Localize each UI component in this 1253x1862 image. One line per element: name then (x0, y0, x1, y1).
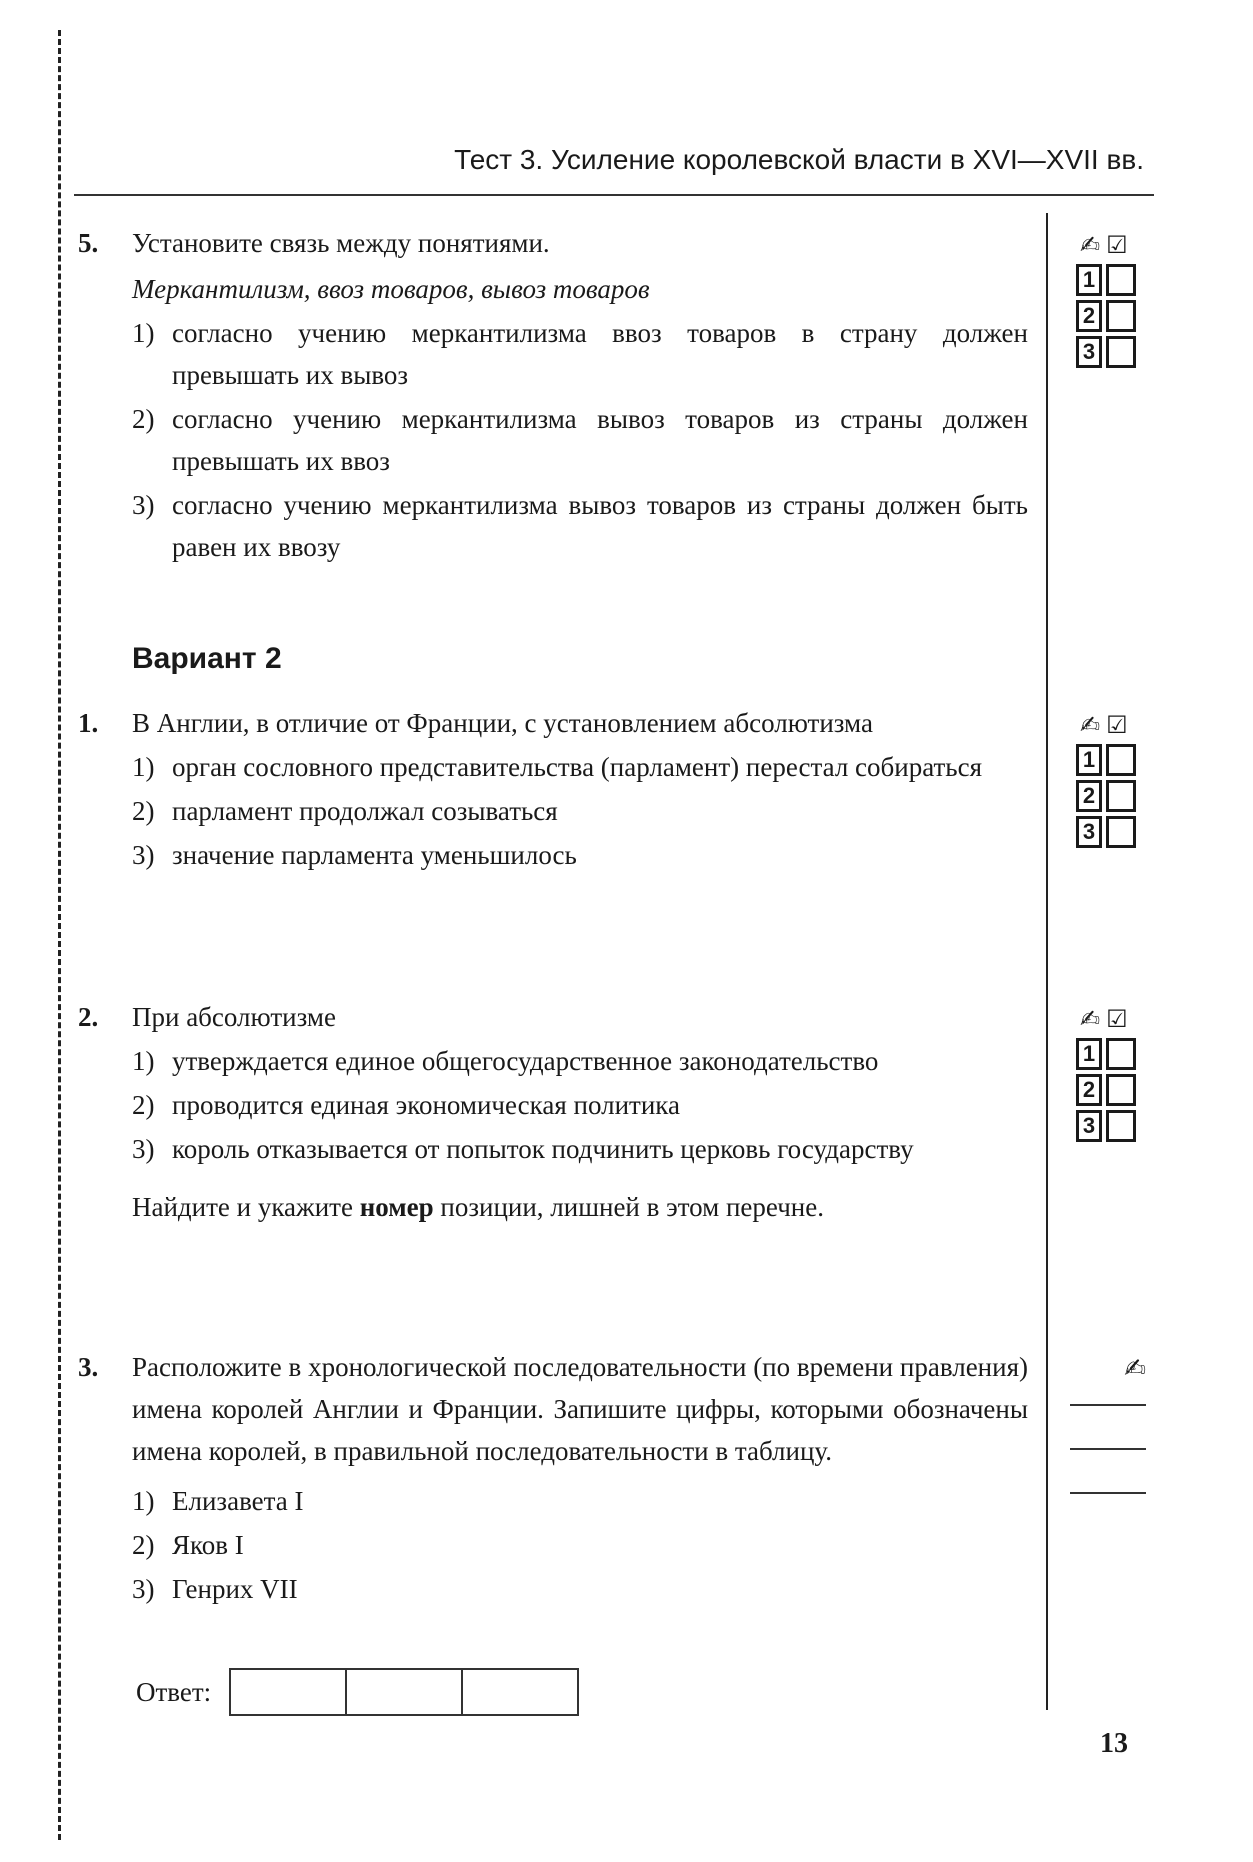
write-line[interactable] (1070, 1448, 1146, 1450)
answer-cell-3[interactable] (461, 1668, 579, 1716)
question-number: 1. (78, 708, 99, 738)
answer-checkbox[interactable] (1106, 1074, 1136, 1106)
question-v2-2 (78, 996, 1028, 1228)
option-3: 3) согласно учению меркантилизма вывоз товаров из страны должен быть равен их ввозу (132, 490, 1028, 562)
instruction: Найдите и укажите номер позиции, лишней в этом перечне. (132, 1192, 824, 1222)
question-terms: Меркантилизм, ввоз товаров, вывоз товаров (132, 274, 650, 304)
option-3: 3) Генрих VII (132, 1574, 298, 1604)
question-text: Расположите в хронологической последовательности (по времени правления) имена королей Англии и Франции. Запишите цифры, которыми обозначены имена королей, в правильной последовательности в таблицу. (132, 1352, 1028, 1466)
question-v2-1 (78, 702, 1028, 876)
margin-rule (1046, 213, 1048, 1710)
option-2: 2) парламент продолжал созываться (132, 796, 558, 826)
answer-checkbox[interactable] (1106, 744, 1136, 776)
pen-icon: ✍ (1124, 1354, 1146, 1384)
write-lines-v2-3 (1070, 1354, 1146, 1494)
option-3: 3) значение парламента уменьшилось (132, 840, 577, 870)
box-number: 2 (1076, 1074, 1102, 1106)
question-text: Установите связь между понятиями. (132, 228, 550, 258)
answer-cell-1[interactable] (229, 1668, 347, 1716)
answer-checkbox[interactable] (1106, 1110, 1136, 1142)
answer-checkbox[interactable] (1106, 264, 1136, 296)
checkbox-icon: ☑ (1106, 231, 1128, 259)
cut-line (58, 30, 61, 1840)
box-number: 2 (1076, 300, 1102, 332)
pen-icon: ✍ (1080, 711, 1101, 739)
option-2: 2) проводится единая экономическая политика (132, 1090, 680, 1120)
box-number: 3 (1076, 816, 1102, 848)
write-line[interactable] (1070, 1492, 1146, 1494)
answer-grid-v2-1 (1076, 710, 1136, 848)
option-2: 2) Яков I (132, 1530, 244, 1560)
option-3: 3) король отказывается от попыток подчинить церковь государству (132, 1134, 914, 1164)
answer-row (136, 1668, 579, 1716)
variant-title: Вариант 2 (132, 642, 282, 675)
option-1: 1) Елизавета I (132, 1486, 304, 1516)
pen-icon: ✍ (1080, 231, 1101, 259)
box-number: 3 (1076, 336, 1102, 368)
option-2: 2) согласно учению меркантилизма вывоз товаров из страны должен превышать их ввоз (132, 404, 1028, 476)
question-v2-3 (78, 1346, 1028, 1610)
question-5 (78, 222, 1028, 568)
answer-checkbox[interactable] (1106, 816, 1136, 848)
answer-checkbox[interactable] (1106, 300, 1136, 332)
question-number: 2. (78, 1002, 99, 1032)
checkbox-icon: ☑ (1106, 711, 1128, 739)
option-1: 1) утверждается единое общегосударственное законодательство (132, 1046, 879, 1076)
answer-grid-q5 (1076, 230, 1136, 368)
answer-label: Ответ: (136, 1676, 212, 1707)
question-text: При абсолютизме (132, 1002, 336, 1032)
option-1: 1) согласно учению меркантилизма ввоз товаров в страну должен превышать их вывоз (132, 318, 1028, 390)
box-number: 1 (1076, 264, 1102, 296)
box-number: 1 (1076, 744, 1102, 776)
answer-grid-v2-2 (1076, 1004, 1136, 1142)
write-line[interactable] (1070, 1404, 1146, 1406)
question-text: В Англии, в отличие от Франции, с установлением абсолютизма (132, 708, 873, 738)
checkbox-icon: ☑ (1106, 1005, 1128, 1033)
answer-cell-2[interactable] (345, 1668, 463, 1716)
option-1: 1) орган сословного представительства (парламент) перестал собираться (132, 752, 983, 782)
page-header (74, 140, 1154, 196)
box-number: 2 (1076, 780, 1102, 812)
page-number: 13 (1100, 1728, 1128, 1759)
answer-checkbox[interactable] (1106, 336, 1136, 368)
answer-checkbox[interactable] (1106, 1038, 1136, 1070)
box-number: 3 (1076, 1110, 1102, 1142)
box-number: 1 (1076, 1038, 1102, 1070)
question-number: 3. (78, 1352, 99, 1382)
question-number: 5. (78, 228, 99, 258)
pen-icon: ✍ (1080, 1005, 1101, 1033)
header-title: Тест 3. Усиление королевской власти в XVI—XVII вв. (454, 144, 1144, 175)
answer-checkbox[interactable] (1106, 780, 1136, 812)
